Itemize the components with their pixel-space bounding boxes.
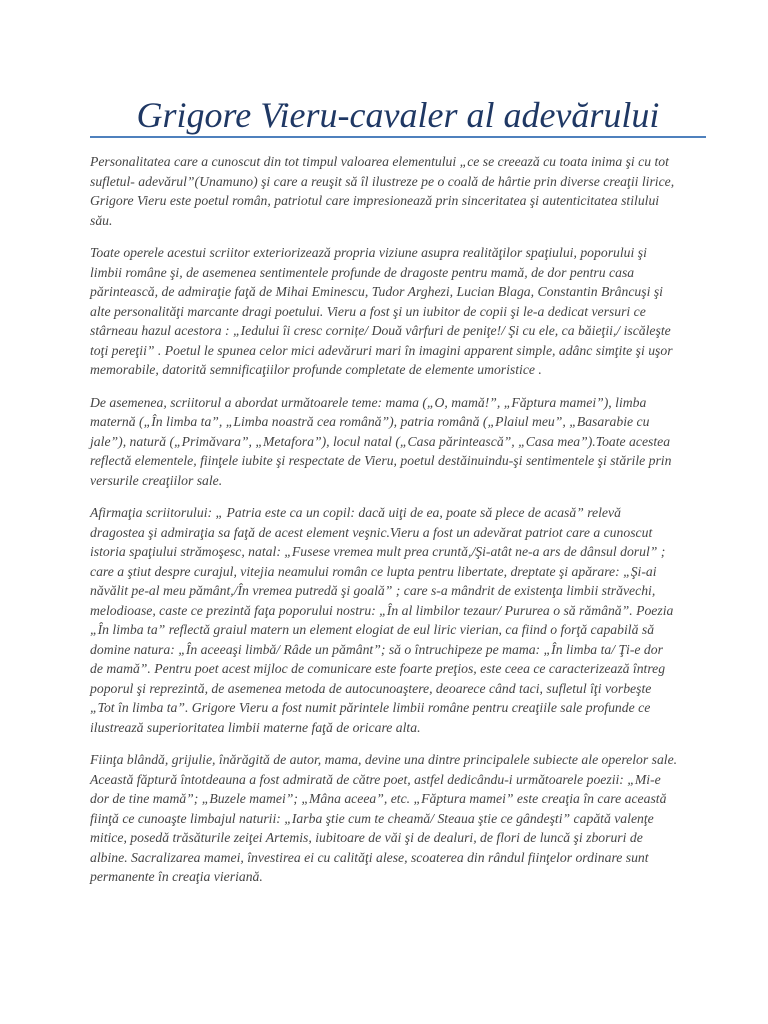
title-underline	[90, 136, 706, 138]
paragraph: Afirmaţia scriitorului: „ Patria este ca un copil: dacă uiţi de ea, poate să plece de acasă” relevă dragostea şi admiraţia sa faţă de acest element veşnic.Vieru a fost un adevărat patriot care a cunoscut istoria spaţiului strămoşesc, natal: „Fusese vremea mult prea cruntă,/Şi-atât ne-a ars de dânsul dorul” ; care a ştiut despre curajul, vitejia neamului român ce lupta pentru libertate, dreptate şi apărare: „Şi-ai năvălit pe-al meu pământ,/În vremea putredă şi goală” ; care s-a mândrit de existenţa limbii străvechi, melodioase, caste ce prezintă faţa poporului nostru: „În al limbilor tezaur/ Pururea o să rămână”. Poezia „În limba ta” reflectă graiul matern un element elogiat de eul liric vierian, ca fiind o forţă capabilă să domine natura: „În aceeaşi limbă/ Râde un pământ”; să o întruchipeze pe mama: „În limba ta/ Ţi-e dor de mamă”. Pentru poet acest mijloc de comunicare este foarte preţios, este ceea ce caracterizează întreg poporul şi reprezintă, de asemenea metoda de autocunoaştere, deoarece când taci, sufletul îţi vorbeşte „Tot în limba ta”. Grigore Vieru a fost numit părintele limbii române pentru creaţiile sale profunde ce ilustrează superioritatea limbii materne faţă de oricare alta.	[90, 505, 674, 735]
document-body	[90, 152, 678, 900]
paragraph: Fiinţa blândă, grijulie, înărăgită de autor, mama, devine una dintre principalele subiecte ale operelor sale. Această făptură întotdeauna a fost admirată de către poet, astfel dedicându-i următoarele poezii: „Mi-e dor de tine mamă”; „Buzele mamei”; „Mâna aceea”, etc. „Făptura mamei” este creaţia în care această fiinţă ce cunoaşte limbajul naturii: „Iarba ştie cum te cheamă/ Steaua ştie ce gândeşti” capătă valenţe mitice, posedă trăsăturile zeiţei Artemis, iubitoare de văi şi de dealuri, de flori de luncă şi zboruri de albine. Sacralizarea mamei, învestirea ei cu calităţi alese, scoaterea din rândul fiinţelor ordinare sunt permanente în creaţia vieriană.	[90, 752, 678, 884]
paragraph: Personalitatea care a cunoscut din tot timpul valoarea elementului „ce se creează cu toata inima şi cu tot sufletul- adevărul”(Unamuno) şi care a reuşit să îl ilustreze pe o coală de hârtie prin diverse creaţii lirice, Grigore Vieru este poetul român, patriotul care impresionează prin sinceritatea şi autenticitatea stilului său.	[90, 154, 675, 228]
document-title: Grigore Vieru-cavaler al adevărului	[136, 95, 660, 135]
paragraph: Toate operele acestui scriitor exteriorizează propria viziune asupra realităţilor spaţiului, poporului şi limbii române şi, de asemenea sentimentele profunde de dragoste pentru mamă, de dor pentru casa părintească, de admiraţie faţă de Mihai Eminescu, Tudor Arghezi, Lucian Blaga, Constantin Brâncuşi şi alte personalităţi marcante dragi poetului. Vieru a fost şi un iubitor de copii şi le-a dedicat versuri ce stârneau hazul acestora : „Iedului îi cresc cornițe/ Două vârfuri de peniţe!/ Şi cu ele, ca băieţii,/ iscăleşte toţi pereţii” . Poetul le spunea celor mici adevăruri mari în imagini apparent simple, adânc simţite şi uşor memorabile, datorită semnificaţiilor profunde completate de elemente umoristice .	[90, 245, 673, 377]
paragraph: De asemenea, scriitorul a abordat următoarele teme: mama („O, mamă!”, „Făptura mamei”), limba maternă („În limba ta”, „Limba noastră cea română”), patria română („Plaiul meu”, „Basarabie cu jale”), natură („Primăvara”, „Metafora”), locul natal („Casa părintească”, „Casa mea”).Toate acestea reflectă elementele, fiinţele iubite şi respectate de Vieru, poetul destăinuindu-şi sentimentele şi stările prin versurile creaţiilor sale.	[90, 394, 672, 488]
